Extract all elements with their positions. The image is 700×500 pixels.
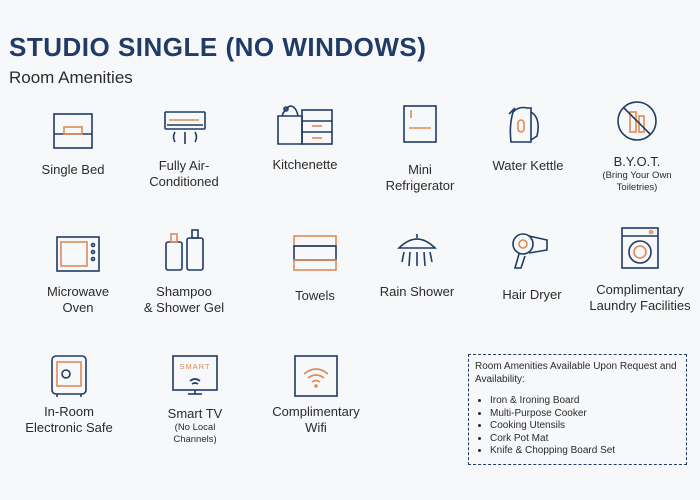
list-item: • Knife & Chopping Board Set <box>490 445 680 458</box>
amenity-label: Mini Refrigerator <box>385 162 455 193</box>
kitchenette-icon <box>240 102 370 148</box>
page-title: STUDIO SINGLE (NO WINDOWS) <box>9 32 427 62</box>
amenity-laundry <box>575 226 700 314</box>
amenity-air-conditioning <box>119 108 249 190</box>
upon-request-list <box>475 395 680 458</box>
smart-tv-text: SMART <box>179 362 211 371</box>
amenity-label: Smart TV <box>167 406 223 421</box>
no-toiletries-icon <box>572 100 700 142</box>
list-item: • Cooking Utensils <box>490 420 680 433</box>
smart-tv-icon <box>130 354 260 400</box>
list-item: • Cork Pot Mat <box>490 433 680 446</box>
safe-icon <box>4 354 134 398</box>
amenity-shampoo <box>119 228 249 316</box>
amenity-label: Rain Shower <box>379 284 455 299</box>
amenity-label: Kitchenette <box>272 157 338 172</box>
amenity-label: Single Bed <box>41 162 105 177</box>
amenity-label: Fully Air- Conditioned <box>149 158 219 189</box>
amenity-kitchenette <box>240 102 370 173</box>
amenity-safe <box>4 354 134 436</box>
amenity-label: Complimentary Laundry Facilities <box>589 282 691 313</box>
amenity-label: Complimentary Wifi <box>272 404 360 435</box>
amenity-wifi <box>251 354 381 436</box>
amenity-label: In-Room Electronic Safe <box>25 404 113 435</box>
list-item: • Multi-Purpose Cooker <box>490 408 680 421</box>
list-item: • Iron & Ironing Board <box>490 395 680 408</box>
amenity-label: Water Kettle <box>492 158 564 173</box>
amenity-label: Hair Dryer <box>502 287 562 302</box>
upon-request-box <box>468 354 687 465</box>
amenity-label: Towels <box>295 288 335 303</box>
amenity-label: Shampoo & Shower Gel <box>143 284 225 315</box>
page-subtitle: Room Amenities <box>9 68 133 87</box>
amenity-note: (No Local Channels) <box>173 422 217 445</box>
amenity-rain-shower <box>352 232 482 300</box>
air-conditioner-icon <box>119 108 249 150</box>
amenity-label: B.Y.O.T. <box>613 154 661 169</box>
wifi-icon <box>251 354 381 398</box>
amenity-smart-tv <box>130 354 260 446</box>
shower-icon <box>352 232 482 272</box>
upon-request-heading: Room Amenities Available Upon Request and Availability: <box>475 361 677 385</box>
amenity-note: (Bring Your Own Toiletries) <box>602 170 672 193</box>
amenity-label: Microwave Oven <box>46 284 110 315</box>
washing-machine-icon <box>575 226 700 270</box>
bottles-icon <box>119 228 249 272</box>
amenity-byot <box>572 100 700 194</box>
